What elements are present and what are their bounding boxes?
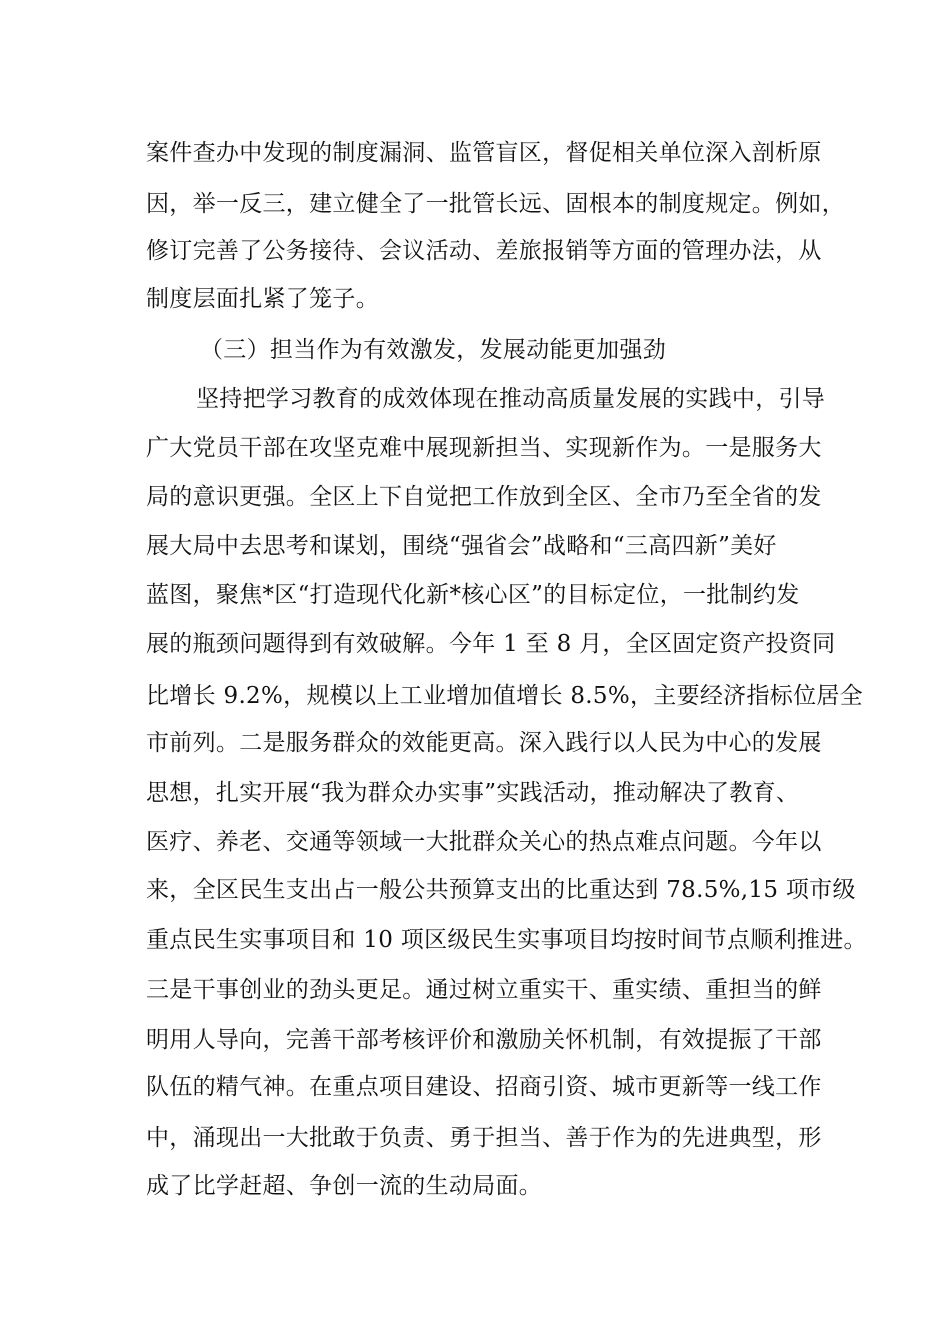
- paragraph-2-line: 思想，扎实开展“我为群众办实事”实践活动，推动解决了教育、: [146, 780, 800, 806]
- paragraph-1-line: 制度层面扎紧了笼子。: [146, 286, 379, 312]
- paragraph-1-line: 案件查办中发现的制度漏洞、监管盲区，督促相关单位深入剖析原: [146, 140, 822, 166]
- paragraph-2-line: 重点民生实事项目和 10 项区级民生实事项目均按时间节点顺利推进。: [146, 927, 867, 953]
- paragraph-2-line: 广大党员干部在攻坚克难中展现新担当、实现新作为。一是服务大: [146, 435, 822, 461]
- paragraph-2-line: 展的瓶颈问题得到有效破解。今年 1 至 8 月，全区固定资产投资同: [146, 631, 836, 657]
- paragraph-2-line: 蓝图，聚焦*区“打造现代化新*核心区”的目标定位，一批制约发: [146, 582, 800, 608]
- section-heading: （三）担当作为有效激发，发展动能更加强劲: [200, 337, 666, 363]
- paragraph-2-line: 三是干事创业的劲头更足。通过树立重实干、重实绩、重担当的鲜: [146, 977, 822, 1003]
- paragraph-2-line: 坚持把学习教育的成效体现在推动高质量发展的实践中，引导: [196, 386, 826, 412]
- paragraph-2-line: 市前列。二是服务群众的效能更高。深入践行以人民为中心的发展: [146, 730, 822, 756]
- paragraph-2-line: 成了比学赶超、争创一流的生动局面。: [146, 1173, 543, 1199]
- paragraph-2-line: 队伍的精气神。在重点项目建设、招商引资、城市更新等一线工作: [146, 1074, 822, 1100]
- paragraph-2-line: 展大局中去思考和谋划，围绕“强省会”战略和“三高四新”美好: [146, 533, 777, 559]
- paragraph-2-line: 中，涌现出一大批敢于负责、勇于担当、善于作为的先进典型，形: [146, 1125, 822, 1151]
- paragraph-1-line: 修订完善了公务接待、会议活动、差旅报销等方面的管理办法，从: [146, 238, 822, 264]
- paragraph-2-line: 来，全区民生支出占一般公共预算支出的比重达到 78.5%,15 项市级: [146, 877, 856, 903]
- paragraph-2-line: 比增长 9.2%，规模以上工业增加值增长 8.5%，主要经济指标位居全: [146, 683, 863, 709]
- paragraph-2-line: 局的意识更强。全区上下自觉把工作放到全区、全市乃至全省的发: [146, 484, 822, 510]
- paragraph-2-line: 明用人导向，完善干部考核评价和激励关怀机制，有效提振了干部: [146, 1027, 822, 1053]
- paragraph-1-line: 因，举一反三，建立健全了一批管长远、固根本的制度规定。例如，: [146, 191, 845, 217]
- paragraph-2-line: 医疗、养老、交通等领域一大批群众关心的热点难点问题。今年以: [146, 829, 822, 855]
